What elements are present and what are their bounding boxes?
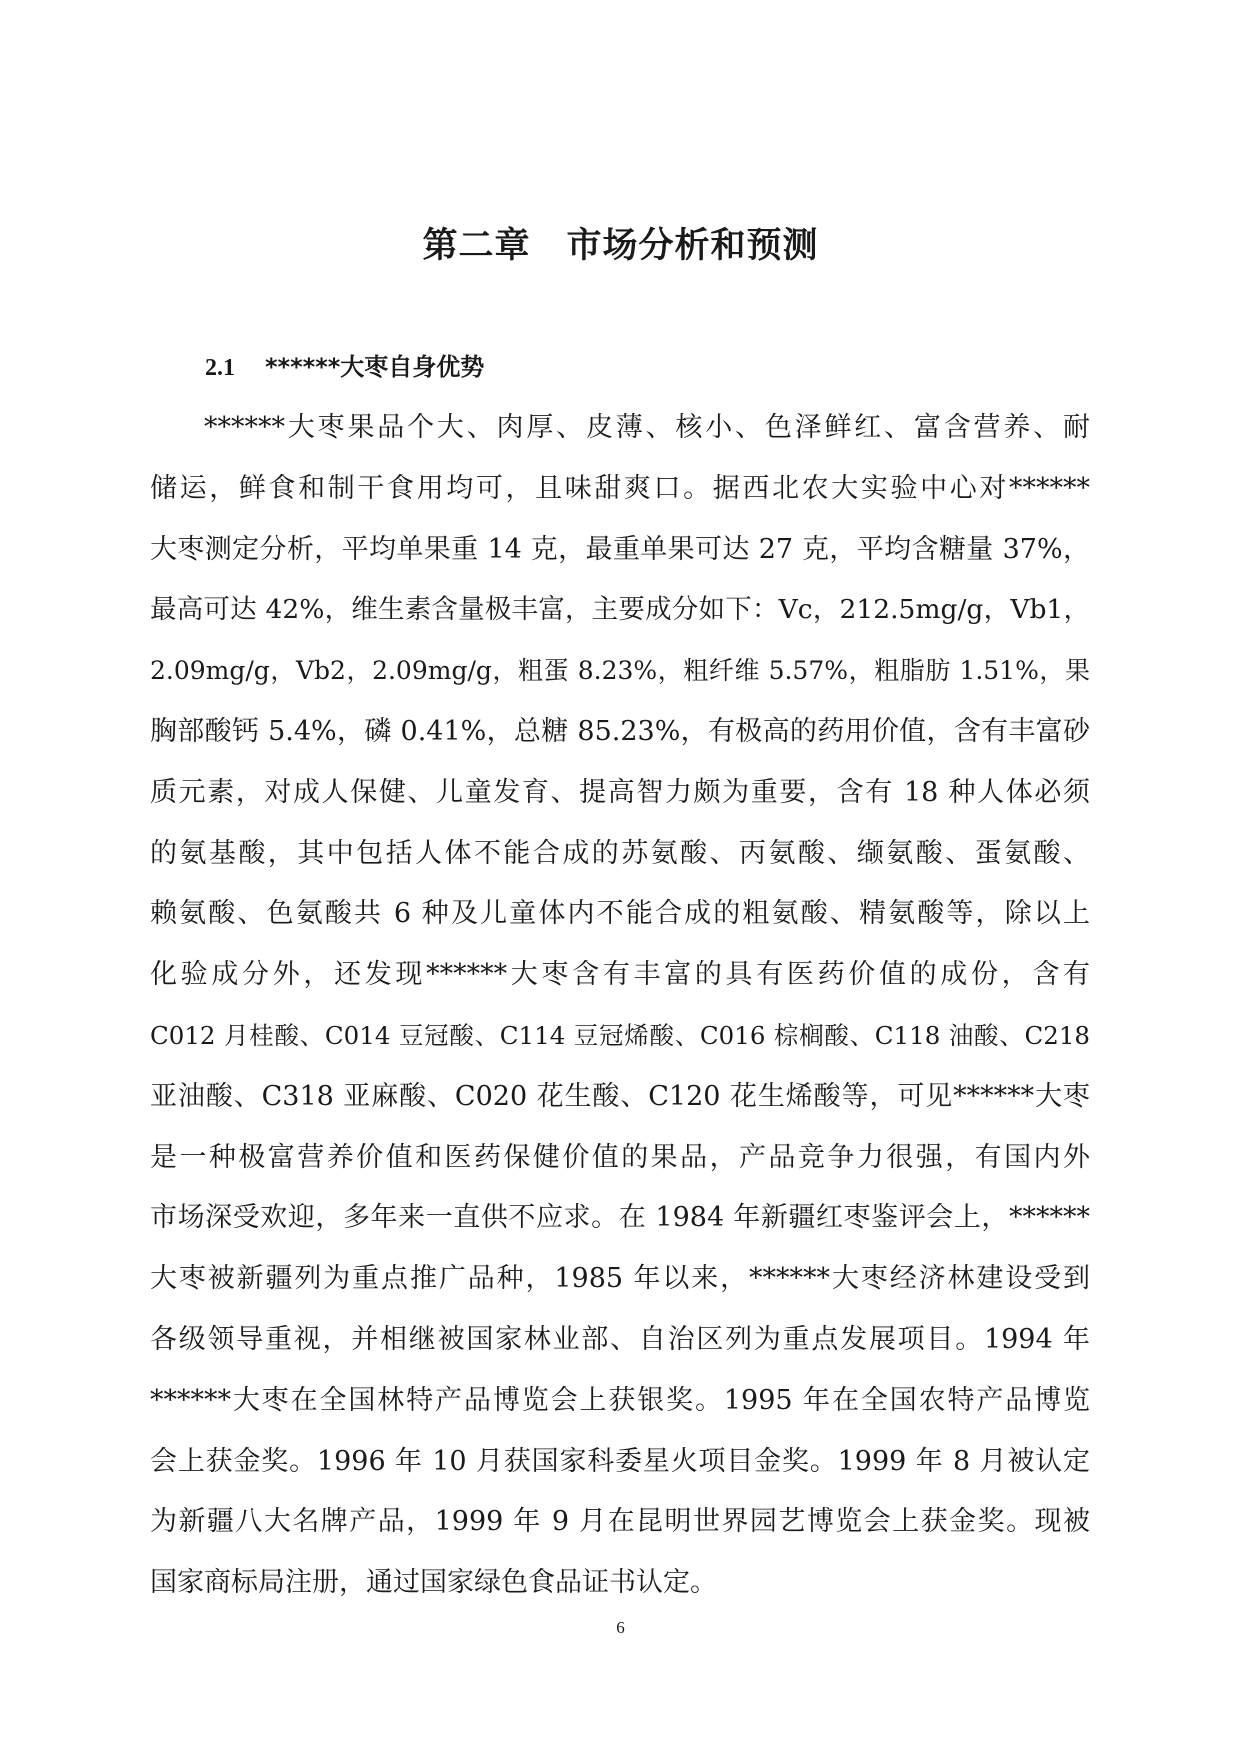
paragraph-line: 亚油酸、C318 亚麻酸、C020 花生酸、C120 花生烯酸等，可见******大枣 bbox=[150, 1080, 1090, 1112]
paragraph-line: 储运，鲜食和制干食用均可，且味甜爽口。据西北农大实验中心对****** bbox=[150, 472, 1090, 504]
paragraph-line: C012 月桂酸、C014 豆冠酸、C114 豆冠烯酸、C016 棕榈酸、C118 油酸、C218 bbox=[150, 1020, 1090, 1050]
paragraph-line: 质元素，对成人保健、儿童发育、提高智力颇为重要，含有 18 种人体必须 bbox=[150, 776, 1090, 808]
chapter-title: 第二章 市场分析和预测 bbox=[422, 226, 819, 266]
section-number: 2.1 bbox=[205, 355, 235, 381]
section-heading bbox=[205, 347, 484, 382]
paragraph-line: 是一种极富营养价值和医药保健价值的果品，产品竞争力很强，有国内外 bbox=[150, 1141, 1090, 1173]
section-title: ******大枣自身优势 bbox=[265, 353, 485, 381]
paragraph-line: 国家商标局注册，通过国家绿色食品证书认定。 bbox=[150, 1567, 717, 1599]
paragraph-line: 大枣测定分析，平均单果重 14 克，最重单果可达 27 克，平均含糖量 37%， bbox=[150, 533, 1090, 565]
paragraph-line: 会上获金奖。1996 年 10 月获国家科委星火项目金奖。1999 年 8 月被认定 bbox=[150, 1445, 1090, 1477]
paragraph-line: 2.09mg/g，Vb2，2.09mg/g，粗蛋 8.23%，粗纤维 5.57%，粗脂肪 1.51%，果 bbox=[150, 656, 1090, 686]
paragraph-line: 化验成分外，还发现******大枣含有丰富的具有医药价值的成份，含有 bbox=[150, 959, 1090, 991]
paragraph-line: 最高可达 42%，维生素含量极丰富，主要成分如下：Vc，212.5mg/g，Vb1， bbox=[150, 594, 1090, 626]
paragraph-line: 大枣被新疆列为重点推广品种，1985 年以来，******大枣经济林建设受到 bbox=[150, 1263, 1090, 1295]
paragraph-line: 各级领导重视，并相继被国家林业部、自治区列为重点发展项目。1994 年 bbox=[150, 1323, 1090, 1355]
paragraph-line: 胸部酸钙 5.4%，磷 0.41%，总糖 85.23%，有极高的药用价值，含有丰富砂 bbox=[150, 715, 1090, 747]
paragraph-line: 为新疆八大名牌产品，1999 年 9 月在昆明世界园艺博览会上获金奖。现被 bbox=[150, 1506, 1090, 1538]
paragraph-line: ******大枣果品个大、肉厚、皮薄、核小、色泽鲜红、富含营养、耐 bbox=[204, 412, 1090, 443]
paragraph-line: 市场深受欢迎，多年来一直供不应求。在 1984 年新疆红枣鉴评会上，****** bbox=[150, 1202, 1090, 1234]
body-paragraph bbox=[150, 398, 1090, 1614]
page-number: 6 bbox=[616, 1618, 625, 1637]
paragraph-line: 赖氨酸、色氨酸共 6 种及儿童体内不能合成的粗氨酸、精氨酸等，除以上 bbox=[150, 898, 1090, 930]
paragraph-line: 的氨基酸，其中包括人体不能合成的苏氨酸、丙氨酸、缬氨酸、蛋氨酸、 bbox=[150, 837, 1090, 869]
paragraph-line: ******大枣在全国林特产品博览会上获银奖。1995 年在全国农特产品博览 bbox=[150, 1384, 1090, 1416]
